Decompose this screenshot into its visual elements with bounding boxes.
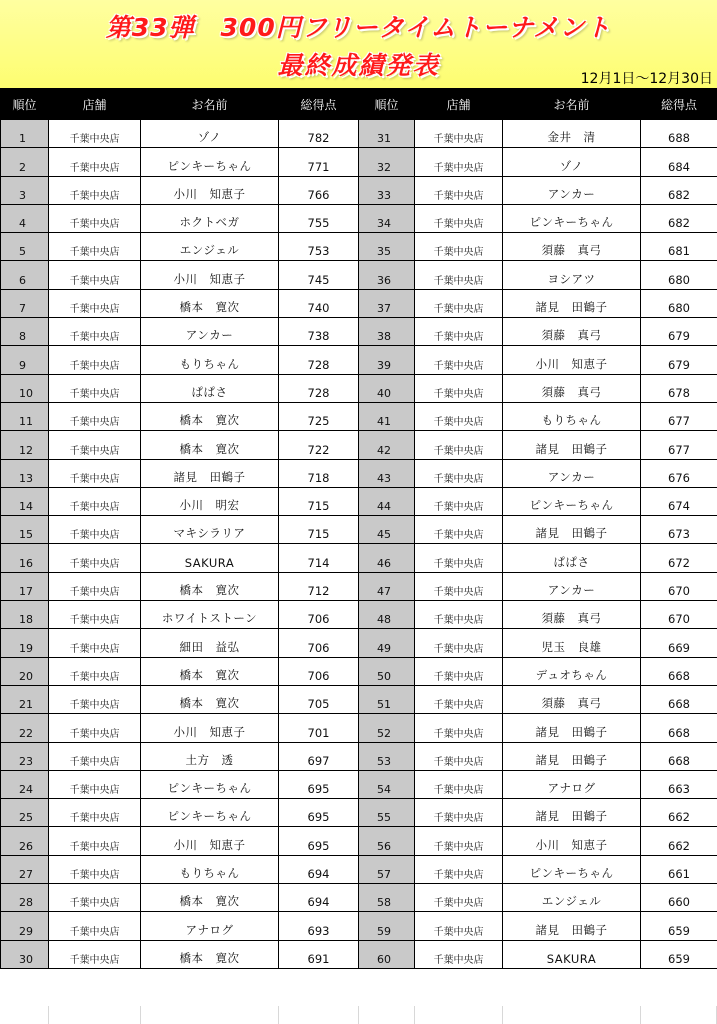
rank-cell: 38	[359, 318, 415, 346]
store-cell: 千葉中央店	[49, 855, 141, 883]
player-name-cell: アナログ	[141, 912, 279, 940]
store-cell: 千葉中央店	[49, 204, 141, 232]
store-cell: 千葉中央店	[415, 233, 503, 261]
total-score-cell: 706	[279, 601, 359, 629]
store-cell: 千葉中央店	[415, 516, 503, 544]
store-cell: 千葉中央店	[49, 176, 141, 204]
rank-cell: 36	[359, 261, 415, 289]
store-cell: 千葉中央店	[49, 770, 141, 798]
table-row	[1, 289, 717, 317]
table-row	[1, 516, 717, 544]
header-store: 店舗	[49, 89, 141, 120]
player-name-cell: SAKURA	[503, 940, 641, 968]
rank-cell: 46	[359, 544, 415, 572]
rank-cell: 17	[1, 572, 49, 600]
rank-cell: 19	[1, 629, 49, 657]
table-row	[1, 884, 717, 912]
player-name-cell: もりちゃん	[141, 346, 279, 374]
table-row	[1, 374, 717, 402]
table-row	[1, 572, 717, 600]
store-cell: 千葉中央店	[415, 714, 503, 742]
player-name-cell: 諸見 田鶴子	[503, 912, 641, 940]
total-score-cell: 679	[641, 318, 717, 346]
table-row	[1, 855, 717, 883]
store-cell: 千葉中央店	[415, 346, 503, 374]
store-cell: 千葉中央店	[49, 940, 141, 968]
store-cell: 千葉中央店	[415, 148, 503, 176]
total-score-cell: 662	[641, 799, 717, 827]
rank-cell: 53	[359, 742, 415, 770]
player-name-cell: ピンキーちゃん	[503, 204, 641, 232]
store-cell: 千葉中央店	[49, 289, 141, 317]
player-name-cell: 須藤 真弓	[503, 318, 641, 346]
store-cell: 千葉中央店	[49, 318, 141, 346]
player-name-cell: ピンキーちゃん	[503, 855, 641, 883]
rank-cell: 29	[1, 912, 49, 940]
rank-cell: 10	[1, 374, 49, 402]
player-name-cell: 小川 知恵子	[141, 827, 279, 855]
player-name-cell: 小川 知恵子	[503, 346, 641, 374]
store-cell: 千葉中央店	[415, 544, 503, 572]
total-score-cell: 718	[279, 459, 359, 487]
total-score-cell: 697	[279, 742, 359, 770]
table-row	[1, 714, 717, 742]
store-cell: 千葉中央店	[415, 431, 503, 459]
table-row	[1, 685, 717, 713]
player-name-cell: ピンキーちゃん	[141, 799, 279, 827]
total-score-cell: 682	[641, 204, 717, 232]
table-row	[1, 544, 717, 572]
total-score-cell: 745	[279, 261, 359, 289]
rank-cell: 45	[359, 516, 415, 544]
player-name-cell: 須藤 真弓	[503, 374, 641, 402]
total-score-cell: 670	[641, 572, 717, 600]
player-name-cell: 須藤 真弓	[503, 601, 641, 629]
total-score-cell: 695	[279, 827, 359, 855]
table-row	[1, 912, 717, 940]
table-row	[1, 940, 717, 968]
rank-cell: 16	[1, 544, 49, 572]
player-name-cell: 小川 知恵子	[141, 176, 279, 204]
player-name-cell: 児玉 良雄	[503, 629, 641, 657]
store-cell: 千葉中央店	[49, 657, 141, 685]
store-cell: 千葉中央店	[415, 629, 503, 657]
store-cell: 千葉中央店	[49, 148, 141, 176]
store-cell: 千葉中央店	[49, 261, 141, 289]
rank-cell: 43	[359, 459, 415, 487]
rank-cell: 50	[359, 657, 415, 685]
total-score-cell: 712	[279, 572, 359, 600]
rank-cell: 48	[359, 601, 415, 629]
header-score: 総得点	[279, 89, 359, 120]
store-cell: 千葉中央店	[49, 601, 141, 629]
player-name-cell: 須藤 真弓	[503, 685, 641, 713]
player-name-cell: 橋本 寛次	[141, 289, 279, 317]
player-name-cell: エンジェル	[141, 233, 279, 261]
total-score-cell: 693	[279, 912, 359, 940]
table-row	[1, 120, 717, 148]
rank-cell: 59	[359, 912, 415, 940]
total-score-cell: 782	[279, 120, 359, 148]
total-score-cell: 725	[279, 402, 359, 430]
header-row	[1, 89, 717, 120]
period-range: 12月1日～12月30日	[580, 71, 713, 87]
player-name-cell: もりちゃん	[141, 855, 279, 883]
empty-grid-row	[0, 1006, 717, 1024]
player-name-cell: 金井 清	[503, 120, 641, 148]
total-score-cell: 682	[641, 176, 717, 204]
total-score-cell: 661	[641, 855, 717, 883]
store-cell: 千葉中央店	[415, 261, 503, 289]
store-cell: 千葉中央店	[415, 742, 503, 770]
player-name-cell: 諸見 田鶴子	[503, 289, 641, 317]
total-score-cell: 660	[641, 884, 717, 912]
player-name-cell: 小川 知恵子	[141, 261, 279, 289]
table-row	[1, 742, 717, 770]
table-row	[1, 402, 717, 430]
table-row	[1, 431, 717, 459]
rank-cell: 25	[1, 799, 49, 827]
store-cell: 千葉中央店	[49, 912, 141, 940]
rank-cell: 40	[359, 374, 415, 402]
total-score-cell: 688	[641, 120, 717, 148]
table-row	[1, 827, 717, 855]
total-score-cell: 662	[641, 827, 717, 855]
store-cell: 千葉中央店	[415, 912, 503, 940]
rank-cell: 4	[1, 204, 49, 232]
rank-cell: 31	[359, 120, 415, 148]
total-score-cell: 706	[279, 657, 359, 685]
player-name-cell: 土方 透	[141, 742, 279, 770]
total-score-cell: 672	[641, 544, 717, 572]
player-name-cell: 細田 益弘	[141, 629, 279, 657]
player-name-cell: 小川 知恵子	[141, 714, 279, 742]
total-score-cell: 680	[641, 261, 717, 289]
rank-cell: 7	[1, 289, 49, 317]
table-row	[1, 601, 717, 629]
rank-cell: 57	[359, 855, 415, 883]
total-score-cell: 694	[279, 855, 359, 883]
player-name-cell: 橋本 寛次	[141, 431, 279, 459]
rank-cell: 6	[1, 261, 49, 289]
total-score-cell: 668	[641, 742, 717, 770]
total-score-cell: 701	[279, 714, 359, 742]
total-score-cell: 755	[279, 204, 359, 232]
header-rank: 順位	[1, 89, 49, 120]
rank-cell: 24	[1, 770, 49, 798]
rank-cell: 26	[1, 827, 49, 855]
rank-cell: 23	[1, 742, 49, 770]
table-row	[1, 233, 717, 261]
player-name-cell: 諸見 田鶴子	[503, 516, 641, 544]
store-cell: 千葉中央店	[415, 487, 503, 515]
rank-cell: 33	[359, 176, 415, 204]
player-name-cell: 橋本 寛次	[141, 572, 279, 600]
rank-cell: 8	[1, 318, 49, 346]
store-cell: 千葉中央店	[49, 431, 141, 459]
table-row	[1, 799, 717, 827]
total-score-cell: 659	[641, 940, 717, 968]
rank-cell: 55	[359, 799, 415, 827]
rank-cell: 18	[1, 601, 49, 629]
player-name-cell: 諸見 田鶴子	[141, 459, 279, 487]
player-name-cell: エンジェル	[503, 884, 641, 912]
store-cell: 千葉中央店	[415, 685, 503, 713]
header-name: お名前	[141, 89, 279, 120]
store-cell: 千葉中央店	[49, 346, 141, 374]
player-name-cell: ゾノ	[141, 120, 279, 148]
rank-cell: 30	[1, 940, 49, 968]
store-cell: 千葉中央店	[415, 318, 503, 346]
store-cell: 千葉中央店	[415, 289, 503, 317]
player-name-cell: ホワイトストーン	[141, 601, 279, 629]
rank-cell: 34	[359, 204, 415, 232]
store-cell: 千葉中央店	[415, 402, 503, 430]
header-score: 総得点	[641, 89, 717, 120]
player-name-cell: 橋本 寛次	[141, 940, 279, 968]
player-name-cell: 須藤 真弓	[503, 233, 641, 261]
total-score-cell: 740	[279, 289, 359, 317]
store-cell: 千葉中央店	[49, 402, 141, 430]
table-row	[1, 770, 717, 798]
player-name-cell: 橋本 寛次	[141, 657, 279, 685]
rank-cell: 12	[1, 431, 49, 459]
table-row	[1, 459, 717, 487]
rank-cell: 2	[1, 148, 49, 176]
player-name-cell: アンカー	[503, 459, 641, 487]
rank-cell: 58	[359, 884, 415, 912]
total-score-cell: 673	[641, 516, 717, 544]
rank-cell: 56	[359, 827, 415, 855]
total-score-cell: 715	[279, 516, 359, 544]
player-name-cell: アンカー	[503, 176, 641, 204]
store-cell: 千葉中央店	[49, 516, 141, 544]
total-score-cell: 670	[641, 601, 717, 629]
total-score-cell: 681	[641, 233, 717, 261]
player-name-cell: アナログ	[503, 770, 641, 798]
store-cell: 千葉中央店	[415, 374, 503, 402]
player-name-cell: ピンキーちゃん	[141, 770, 279, 798]
player-name-cell: 小川 知恵子	[503, 827, 641, 855]
store-cell: 千葉中央店	[415, 601, 503, 629]
total-score-cell: 668	[641, 685, 717, 713]
store-cell: 千葉中央店	[49, 685, 141, 713]
rank-cell: 52	[359, 714, 415, 742]
rank-cell: 37	[359, 289, 415, 317]
store-cell: 千葉中央店	[49, 629, 141, 657]
player-name-cell: 諸見 田鶴子	[503, 431, 641, 459]
table-row	[1, 657, 717, 685]
player-name-cell: デュオちゃん	[503, 657, 641, 685]
total-score-cell: 715	[279, 487, 359, 515]
total-score-cell: 691	[279, 940, 359, 968]
store-cell: 千葉中央店	[415, 204, 503, 232]
total-score-cell: 738	[279, 318, 359, 346]
rank-cell: 49	[359, 629, 415, 657]
total-score-cell: 694	[279, 884, 359, 912]
total-score-cell: 663	[641, 770, 717, 798]
header-store: 店舗	[415, 89, 503, 120]
total-score-cell: 677	[641, 431, 717, 459]
rank-cell: 54	[359, 770, 415, 798]
store-cell: 千葉中央店	[49, 884, 141, 912]
rank-cell: 1	[1, 120, 49, 148]
rank-cell: 21	[1, 685, 49, 713]
header-rank: 順位	[359, 89, 415, 120]
store-cell: 千葉中央店	[49, 374, 141, 402]
total-score-cell: 728	[279, 346, 359, 374]
player-name-cell: ぱぱさ	[141, 374, 279, 402]
store-cell: 千葉中央店	[49, 487, 141, 515]
player-name-cell: ホクトベガ	[141, 204, 279, 232]
rank-cell: 3	[1, 176, 49, 204]
rank-cell: 20	[1, 657, 49, 685]
store-cell: 千葉中央店	[415, 459, 503, 487]
total-score-cell: 678	[641, 374, 717, 402]
total-score-cell: 705	[279, 685, 359, 713]
player-name-cell: ぱぱさ	[503, 544, 641, 572]
player-name-cell: もりちゃん	[503, 402, 641, 430]
title-line-2: 最終成績発表	[277, 51, 440, 80]
player-name-cell: 橋本 寛次	[141, 884, 279, 912]
table-row	[1, 346, 717, 374]
total-score-cell: 706	[279, 629, 359, 657]
header-name: お名前	[503, 89, 641, 120]
total-score-cell: 766	[279, 176, 359, 204]
player-name-cell: ピンキーちゃん	[141, 148, 279, 176]
store-cell: 千葉中央店	[49, 742, 141, 770]
table-row	[1, 204, 717, 232]
total-score-cell: 695	[279, 799, 359, 827]
store-cell: 千葉中央店	[415, 799, 503, 827]
store-cell: 千葉中央店	[415, 940, 503, 968]
store-cell: 千葉中央店	[49, 572, 141, 600]
rank-cell: 14	[1, 487, 49, 515]
rank-cell: 27	[1, 855, 49, 883]
total-score-cell: 668	[641, 714, 717, 742]
total-score-cell: 669	[641, 629, 717, 657]
rank-cell: 22	[1, 714, 49, 742]
store-cell: 千葉中央店	[415, 884, 503, 912]
total-score-cell: 722	[279, 431, 359, 459]
total-score-cell: 714	[279, 544, 359, 572]
table-row	[1, 148, 717, 176]
player-name-cell: ゾノ	[503, 148, 641, 176]
table-row	[1, 487, 717, 515]
table-row	[1, 176, 717, 204]
total-score-cell: 680	[641, 289, 717, 317]
total-score-cell: 677	[641, 402, 717, 430]
total-score-cell: 753	[279, 233, 359, 261]
store-cell: 千葉中央店	[49, 120, 141, 148]
total-score-cell: 695	[279, 770, 359, 798]
store-cell: 千葉中央店	[415, 176, 503, 204]
player-name-cell: 諸見 田鶴子	[503, 742, 641, 770]
rank-cell: 42	[359, 431, 415, 459]
rank-cell: 41	[359, 402, 415, 430]
player-name-cell: 諸見 田鶴子	[503, 714, 641, 742]
player-name-cell: ピンキーちゃん	[503, 487, 641, 515]
rank-cell: 35	[359, 233, 415, 261]
rank-cell: 28	[1, 884, 49, 912]
store-cell: 千葉中央店	[415, 855, 503, 883]
store-cell: 千葉中央店	[49, 233, 141, 261]
player-name-cell: マキシラリア	[141, 516, 279, 544]
store-cell: 千葉中央店	[415, 120, 503, 148]
rank-cell: 5	[1, 233, 49, 261]
total-score-cell: 679	[641, 346, 717, 374]
player-name-cell: ヨシアツ	[503, 261, 641, 289]
player-name-cell: SAKURA	[141, 544, 279, 572]
rank-cell: 44	[359, 487, 415, 515]
table-row	[1, 629, 717, 657]
table-row	[1, 261, 717, 289]
table-row	[1, 318, 717, 346]
store-cell: 千葉中央店	[415, 827, 503, 855]
rank-cell: 11	[1, 402, 49, 430]
player-name-cell: 諸見 田鶴子	[503, 799, 641, 827]
store-cell: 千葉中央店	[49, 827, 141, 855]
total-score-cell: 674	[641, 487, 717, 515]
total-score-cell: 659	[641, 912, 717, 940]
player-name-cell: 橋本 寛次	[141, 402, 279, 430]
rank-cell: 51	[359, 685, 415, 713]
rank-cell: 32	[359, 148, 415, 176]
rank-cell: 47	[359, 572, 415, 600]
store-cell: 千葉中央店	[415, 657, 503, 685]
total-score-cell: 684	[641, 148, 717, 176]
player-name-cell: アンカー	[141, 318, 279, 346]
total-score-cell: 668	[641, 657, 717, 685]
header-banner	[0, 0, 717, 88]
player-name-cell: 小川 明宏	[141, 487, 279, 515]
total-score-cell: 728	[279, 374, 359, 402]
title-line-1: 第33弾 300円フリータイムトーナメント	[105, 13, 612, 42]
total-score-cell: 771	[279, 148, 359, 176]
rank-cell: 15	[1, 516, 49, 544]
store-cell: 千葉中央店	[49, 799, 141, 827]
store-cell: 千葉中央店	[49, 459, 141, 487]
total-score-cell: 676	[641, 459, 717, 487]
ranking-table	[0, 88, 717, 969]
store-cell: 千葉中央店	[415, 572, 503, 600]
rank-cell: 39	[359, 346, 415, 374]
store-cell: 千葉中央店	[415, 770, 503, 798]
store-cell: 千葉中央店	[49, 544, 141, 572]
rank-cell: 60	[359, 940, 415, 968]
player-name-cell: 橋本 寛次	[141, 685, 279, 713]
store-cell: 千葉中央店	[49, 714, 141, 742]
player-name-cell: アンカー	[503, 572, 641, 600]
rank-cell: 9	[1, 346, 49, 374]
rank-cell: 13	[1, 459, 49, 487]
